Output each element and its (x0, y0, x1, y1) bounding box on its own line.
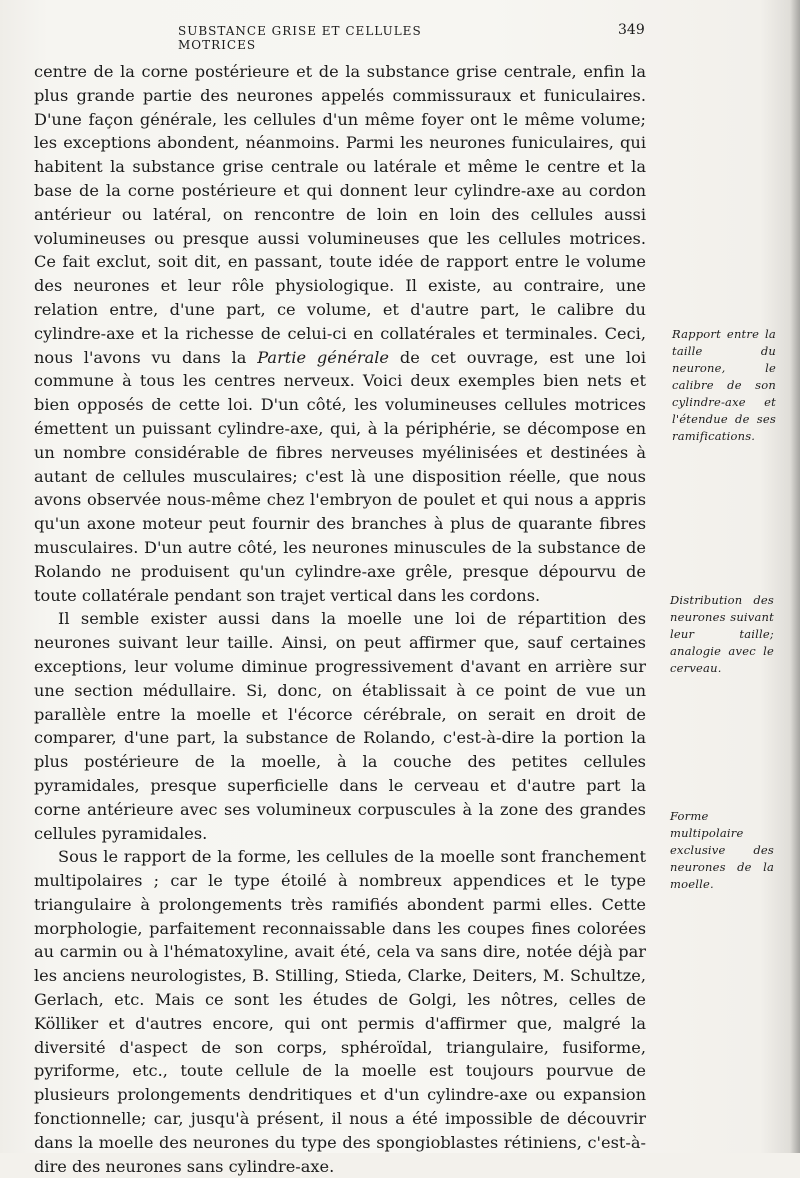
margin-note-multipolar-form: Forme multipolaire exclusive des neurones de la moelle. (670, 809, 774, 891)
main-text (34, 60, 646, 1178)
margin-note-distribution: Distribution des neurones suivant leur taille; analogie avec le cerveau. (670, 593, 774, 675)
paragraph-2: Il semble exister aussi dans la moelle une loi de répartition des neurones suivant leur taille. Ainsi, on peut affirmer que, sauf certaines exceptions, leur volume diminue progressivement d'avant en arrière sur une section médullaire. Si, donc, on établissait à ce point de vue un parallèle entre la moelle et l'écorce cérébrale, on serait en droit de comparer, d'une part, la substance de Rolando, c'est-à-dire la portion la plus postérieure de la moelle, à la couche des petites cellules pyramidales, presque superficielle dans le cerveau et d'autre part la corne antérieure avec ses volumineux corpuscules à la zone des grandes cellules pyramidales. (34, 609, 646, 843)
paragraph-1-text-a: centre de la corne postérieure et de la substance grise centrale, enfin la plus grande partie des neurones appelés commissuraux et funiculaires. D'une façon générale, les cellules d'un même foyer ont le même volume; les exceptions abondent, néanmoins. Parmi les neurones funiculaires, qui habitent la substance grise centrale ou latérale et même le centre et la base de la corne postérieure et qui donnent leur cylindre-axe au cordon antérieur ou latéral, on rencontre de loin en loin des cellules aussi volumineuses ou presque aussi volumineuses que les cellules motrices. Ce fait exclut, soit dit, en passant, toute idée de rapport entre le volume des neurones et leur rôle physiologique. Il existe, au contraire, une relation entre, d'une part, ce volume, et d'autre part, le calibre du cylindre-axe et la richesse de celui-ci en collatérales et terminales. Ceci, nous l'avons vu dans la (34, 62, 646, 367)
page-edge-shadow (790, 0, 800, 1153)
paragraph-1-text-b: de cet ouvrage, est une loi commune à tous les centres nerveux. Voici deux exemples bien nets et bien opposés de cette loi. D'un côté, les volumineuses cellules motrices émettent un puissant cylindre-axe, qui, à la périphérie, se décompose en un nombre considérable de fibres nerveuses myélinisées et destinées à autant de cellules musculaires; c'est là une disposition réelle, que nous avons observée nous-même chez l'embryon de poulet et qui nous a appris qu'un axone moteur peut fournir des branches à plus de quarante fibres musculaires. D'un autre côté, les neurones minuscules de la substance de Rolando ne produisent qu'un cylindre-axe grêle, presque dépourvu de toute collatérale pendant son trajet vertical dans les cordons. (34, 347, 646, 605)
italic-reference: Partie générale (257, 347, 390, 367)
paragraph-3: Sous le rapport de la forme, les cellules de la moelle sont franchement multipolaires ; car le type étoilé à nombreux appendices et le type triangulaire à prolongements très ramifiés abondent parmi elles. Cette morphologie, parfaitement reconnaissable dans les coupes fines colorées au carmin ou à l'hématoxyline, avait été, cela va sans dire, notée déjà par les anciens neurologistes, B. Stilling, Stieda, Clarke, Deiters, M. Schultze, Gerlach, etc. Mais ce sont les études de Golgi, les nôtres, celles de Kölliker et d'autres encore, qui ont permis d'affirmer que, malgré la diversité d'aspect de son corps, sphéroïdal, triangulaire, fusiforme, pyriforme, etc., toute cellule de la moelle est toujours pourvue de plusieurs prolongements dendritiques et d'un cylindre-axe ou expansion fonctionnelle; car, jusqu'à présent, il nous a été impossible de découvrir dans la moelle des neurones du type des spongioblastes rétiniens, c'est-à-dire des neurones sans cylindre-axe. (34, 847, 646, 1176)
margin-note-size-caliber: Rapport entre la taille du neurone, le calibre de son cylindre-axe et l'étendue de ses ramifications. (672, 327, 776, 443)
running-head: SUBSTANCE GRISE ET CELLULES MOTRICES (178, 24, 422, 52)
page-number: 349 (618, 22, 645, 38)
paragraph-1 (34, 60, 646, 607)
